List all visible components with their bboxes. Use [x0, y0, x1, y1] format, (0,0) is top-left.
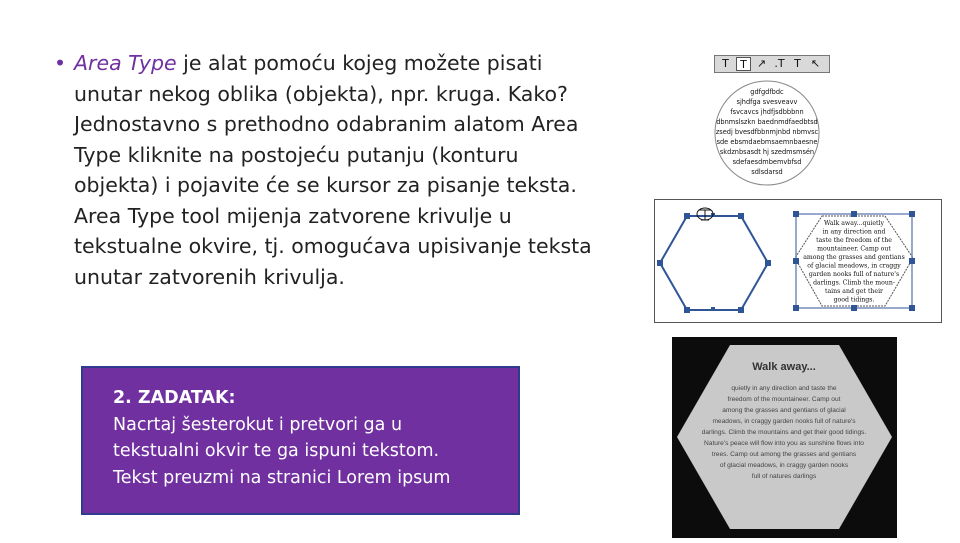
- bullet-line: Type kliknite na postojeću putanju (konturu: [74, 142, 519, 167]
- circle-text-line: zsedj bvesdfbbnmjnbd nbmvsc: [715, 128, 819, 136]
- circle-text-line: fsvcavcs jhdfjsdbbbnn: [730, 108, 804, 116]
- bullet-line: objekta) i pojavite će se kursor za pisanje teksta.: [74, 173, 577, 197]
- hex-text-line: of glacial meadows, in craggy: [807, 262, 901, 270]
- circle-text-sample: [706, 78, 828, 188]
- dark-text-line: of glacial meadows, in craggy garden nooks: [719, 462, 849, 469]
- hex-text-line: taste the freedom of the: [816, 237, 892, 244]
- anchor-points: [657, 213, 771, 313]
- hex-text-line: in any direction and: [822, 228, 886, 236]
- area-type-cursor-icon: [697, 208, 713, 220]
- bullet-icon: •: [54, 51, 67, 75]
- task-line: Nacrtaj šesterokut i pretvori ga u: [113, 414, 403, 435]
- circle-text-line: sdlsdarsd: [751, 168, 783, 176]
- task-box: [81, 366, 520, 515]
- circle-text-line: sdefaesdmbemvbfsd: [732, 158, 802, 166]
- hex-text-line: mountaineer. Camp out: [817, 245, 891, 253]
- bullet-text-block: [54, 48, 654, 292]
- dark-text-line: among the grasses and gentians of glacial: [722, 407, 846, 414]
- bullet-line: Jednostavno s prethodno odabranim alatom Area: [74, 112, 579, 136]
- area-type-term: Area Type: [74, 51, 177, 75]
- circle-text-line: sde ebsmdaebmsaemnbaesne: [716, 138, 818, 146]
- dark-text-line: full of natures darlings: [751, 473, 817, 480]
- task-line: Tekst preuzmi na stranici Lorem ipsum: [113, 467, 451, 488]
- hexagon-illustration: [655, 200, 941, 322]
- circle-text-line: dbnmslszkn baednmdfaedbtsd: [716, 118, 818, 126]
- bullet-line: tekstualne okvire, tj. omogućava upisivanje teksta: [74, 234, 592, 258]
- dark-text-line: meadows, in craggy garden nooks full of nature's: [712, 418, 856, 425]
- hexagon-panel: [654, 199, 942, 323]
- circle-text-line: sjhdfga svesveavv: [736, 98, 798, 106]
- bullet-line: unutar nekog oblika (objekta), npr. kruga. Kako?: [74, 81, 568, 106]
- filled-hexagon: [672, 337, 897, 538]
- bullet-line: Area Type tool mijenja zatvorene krivulje u: [74, 203, 512, 228]
- vertical-type-tool-icon[interactable]: .T: [774, 57, 785, 70]
- dark-text-line: freedom of the mountaineer. Camp out: [727, 396, 841, 403]
- task-line: tekstualni okvir te ga ispuni tekstom.: [113, 441, 440, 461]
- hex-text-line: Walk away...quietly: [824, 220, 884, 227]
- hex-text-line: among the grasses and gentians: [803, 254, 905, 261]
- hex-text-line: tains and get their: [824, 288, 884, 295]
- vertical-type-on-path-tool-icon[interactable]: ↖: [810, 57, 821, 70]
- dark-text-line: quietly in any direction and taste the: [731, 385, 837, 392]
- dark-sample-title: Walk away...: [752, 361, 816, 373]
- bullet-line-1: Area Type je alat pomoću kojeg možete pisati: [74, 51, 543, 75]
- type-on-path-tool-icon[interactable]: ↗: [756, 57, 767, 70]
- task-title: 2. ZADATAK:: [113, 388, 236, 408]
- dark-text-line: Nature's peace will flow into you as sunshine flows into: [704, 440, 864, 447]
- circle-text-line: gdfgdfbdc: [750, 88, 784, 96]
- hex-text-line: good tidings.: [833, 296, 875, 304]
- hex-text-line: darlings. Climb the moun-: [813, 279, 895, 287]
- dark-hexagon-example: [672, 337, 897, 538]
- type-tool-icon[interactable]: T: [722, 57, 729, 70]
- hex-text-line: garden nooks full of nature's: [808, 271, 900, 278]
- type-tools-toolbar: [714, 55, 830, 73]
- circle-text-line: skdznbsasdt hj szedmsmsén: [719, 148, 815, 156]
- area-type-tool-icon[interactable]: T: [736, 57, 751, 71]
- bullet-line: unutar zatvorenih krivulja.: [74, 264, 345, 289]
- dark-text-line: trees. Camp out among the grasses and gentians: [711, 451, 857, 458]
- vertical-area-type-tool-icon[interactable]: T: [794, 57, 801, 70]
- dark-text-line: darlings. Climb the mountains and get their good tidings.: [701, 429, 867, 436]
- hexagon-path: [660, 216, 768, 310]
